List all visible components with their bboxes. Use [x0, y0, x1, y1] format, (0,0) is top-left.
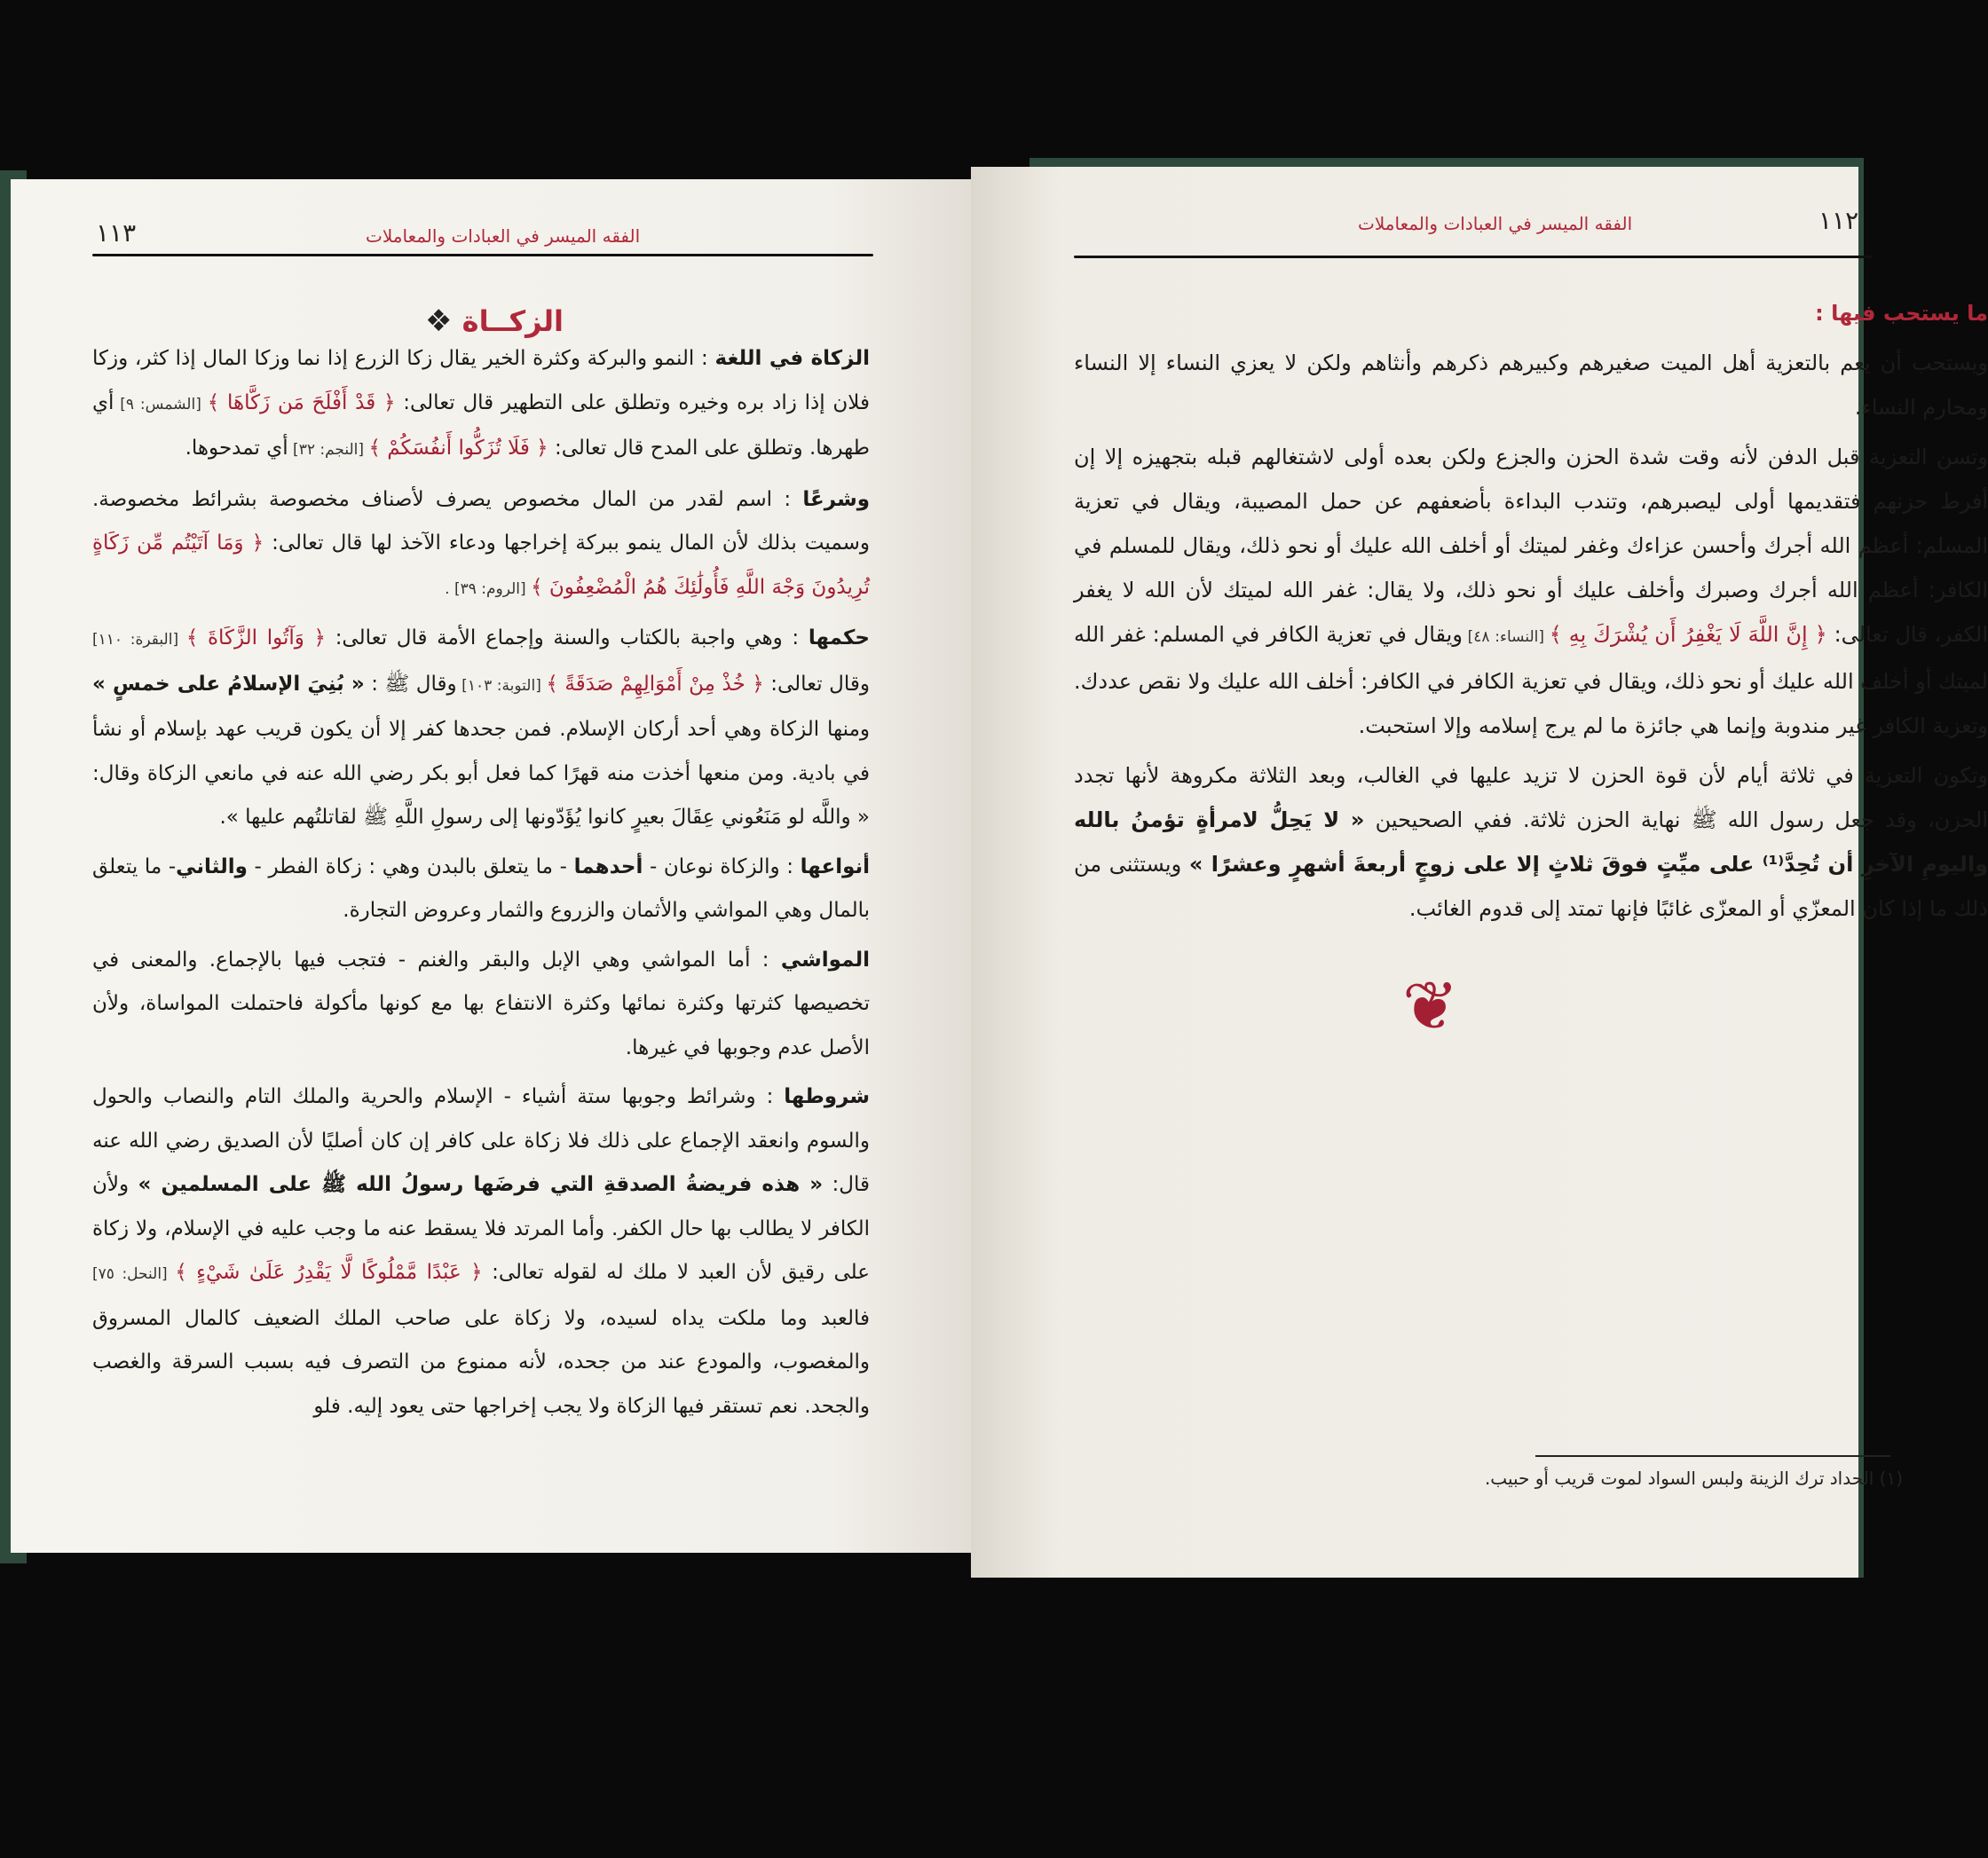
body-text: - ما يتعلق بالمال وهي المواشي والأثمان والزروع والثمار وعروض التجارة. [92, 854, 870, 922]
body-text: ويستثنى من ذلك ما إذا كان المعزّي أو المعزّى غائبًا فإنها تمتد إلى قدوم الغائب. [1074, 852, 1988, 921]
bold-text: حكمها [808, 626, 871, 650]
bold-text: المواشي [780, 948, 870, 972]
bold-text: الزكاة في اللغة [714, 347, 870, 370]
verse-reference: [الشمس: ٩] [114, 395, 208, 413]
header-rule [92, 254, 873, 256]
quran-verse: ﴿ وَمَا آتَيْتُم مِّن زَكَاةٍ تُرِيدُونَ وَجْهَ اللَّهِ فَأُولَٰئِكَ هُمُ الْمُضْعِفُونَ ﴾ [92, 531, 870, 599]
body-text: : وشرائط وجوبها ستة أشياء - الإسلام والحرية والملك التام والنصاب والحول والسوم وانعقد الإجماع على ذلك فلا زكاة على كافر إن كان أصليًا لأن الصديق رضي الله عنه قال: [92, 1085, 870, 1196]
paragraph [92, 1075, 870, 1429]
chapter-title-text: الزكــاة [462, 304, 564, 338]
body-text: : وهي واجبة بالكتاب والسنة وإجماع الأمة قال تعالى: [326, 626, 809, 650]
bold-text: « لا يَحِلُّ لامرأةٍ تؤمنُ بالله واليومِ الآخرِ أن تُحِدَّ⁽¹⁾ على ميِّتٍ فوقَ ثلاثٍ إلا على زوجٍ أربعةَ أشهرٍ وعشرًا » [1074, 807, 1988, 877]
page-number: ١١٣ [96, 218, 137, 248]
paragraph [92, 846, 870, 933]
body-text: أي تمدحوها. [185, 437, 288, 460]
running-header: الفقه الميسر في العبادات والمعاملات [1358, 213, 1633, 234]
right-page-body [1074, 291, 1988, 936]
page-number: ١١٢ [1818, 206, 1859, 235]
bold-text: « هذه فريضةُ الصدقةِ التي فرضَها رسولُ الله ﷺ على المسلمين » [138, 1173, 824, 1196]
body-text: وتسن التعزية قبل الدفن لأنه وقت شدة الحزن والجزع ولكن بعده أولى لاشتغالهم قبله بتجهيزه إلا إن أفرط حزنهم فتقديمها أولى ليصبرهم، وتندب البداءة بأضعفهم عن حمل المصيبة، ويقال في تعزية المسلم: أعظم الله أجرك وأحسن عزاءك وغفر لميتك أو أخلف الله عليك أو نحو ذلك، ويقال للمسلم في الكافر: أعظم الله أجرك وصبرك وأخلف عليك أو نحو ذلك، ولا يقال: غفر الله لميتك لأن الله لا يغفر الكفر، قال تعالى: [1074, 445, 1988, 647]
bold-text: وشرعًا [802, 487, 870, 511]
body-text: : أما المواشي وهي الإبل والبقر والغنم - فتجب فيها بالإجماع. والمعنى في تخصيصها كثرتها وكثرة نمائها وكثرة الانتفاع بها مع كونها مأكولة فاحتملت المواساة، ولأن الأصل عدم وجوبها في غيرها. [92, 948, 870, 1059]
footnote: (١) الحداد ترك الزينة ولبس السواد لموت قريب أو حبيب. [1484, 1468, 1903, 1489]
body-text: - ما يتعلق بالبدن وهي : زكاة الفطر - [247, 854, 574, 878]
bold-text: « بُنِيَ الإسلامُ على خمسٍ » [92, 672, 365, 696]
verse-reference: [النحل: ٧٥] [92, 1265, 176, 1283]
chapter-title [11, 303, 971, 339]
quran-verse: ﴿ وَآتُوا الزَّكَاةَ ﴾ [185, 626, 327, 650]
quran-verse: ﴿ خُذْ مِنْ أَمْوَالِهِمْ صَدَقَةً ﴾ [546, 672, 764, 696]
body-text: ويستحب أن يعم بالتعزية أهل الميت صغيرهم وكبيرهم ذكرهم وأنثاهم ولكن لا يعزي النساء إلا النساء ومحارم النساء. [1074, 350, 1988, 420]
bold-text: شروطها [784, 1085, 870, 1108]
verse-reference: [النجم: ٣٢] [288, 441, 369, 459]
body-text: : النمو والبركة وكثرة الخير يقال زكا الزرع إذا نما وزكا المال إذا كثر، وزكا فلان إذا زاد بره وخيره وتطلق على التطهير قال تعالى: [92, 347, 870, 414]
body-text: وتكون التعزية في ثلاثة أيام لأن قوة الحزن لا تزيد عليها في الغالب، وبعد الثلاثة مكروهة لأنها تجدد الحزن، وقد جعل رسول الله ﷺ نهاية الحزن ثلاثة. ففي الصحيحين [1074, 763, 1988, 832]
body-text: فالعبد وما ملكت يداه لسيده، ولا زكاة على صاحب الملك الضعيف كالمال المسروق والمغصوب، والمودع عند من جحده، لأنه ممنوع من التصرف فيه بسبب السرقة والغصب والجحد. نعم تستقر فيها الزكاة ولا يجب إخراجها حتى يعود إليه. فلو [92, 1306, 870, 1418]
header-rule [1074, 256, 1873, 258]
running-header: الفقه الميسر في العبادات والمعاملات [366, 225, 641, 247]
verse-reference: [البقرة: ١١٠] [92, 631, 186, 649]
left-page [11, 179, 971, 1553]
body-text: ومنها الزكاة وهي أحد أركان الإسلام. فمن جحدها كفر إلا أن يكون قريب عهد بإسلام أو نشأ في بادية. ومن منعها أخذت منه قهرًا كما فعل أبو بكر رضي الله عنه في مانعي الزكاة وقال: « واللَّه لو مَنَعُوني عِقَالَ بعيرٍ كانوا يُؤَدّونها إلى رسولِ اللَّهِ ﷺ لقاتلتُهم عليها ». [92, 718, 870, 829]
paragraph [92, 478, 870, 612]
body-text: : والزكاة نوعان - [643, 854, 801, 878]
bold-text: أنواعها [800, 854, 871, 878]
body-text: وقال ﷺ : [364, 672, 457, 696]
left-page-body [92, 337, 870, 1434]
quran-verse: ﴿ فَلَا تُزَكُّوا أَنفُسَكُمْ ﴾ [368, 437, 548, 460]
ornament-icon: ❖ [425, 303, 453, 339]
verse-reference: [الروم: ٣٩] . [445, 579, 532, 598]
body-text: وقال تعالى: [763, 672, 870, 696]
quran-verse: ﴿ عَبْدًا مَّمْلُوكًا لَّا يَقْدِرُ عَلَىٰ شَيْءٍ ﴾ [175, 1261, 483, 1284]
paragraph [92, 337, 870, 473]
body-text: ولأن الكافر لا يطالب بها حال الكفر. وأما المرتد فلا يسقط عنه ما وجب عليه في الإسلام، ولا زكاة على رقيق لأن العبد لا ملك له لقوله تعالى: [92, 1173, 870, 1284]
bold-text: والثاني [176, 854, 248, 878]
body-text: ويقال في تعزية الكافر في المسلم: غفر الله لميتك أو أخلف الله عليك أو نحو ذلك، ويقال في تعزية الكافر في الكافر: أخلف الله عليك ولا نقص عددك. وتعزية الكافر غير مندوبة وإنما هي جائزة ما لم يرج إسلامه وإلا استحبت. [1074, 622, 1988, 738]
paragraph [1074, 753, 1988, 931]
quran-verse: ﴿ قَدْ أَفْلَحَ مَن زَكَّاهَا ﴾ [207, 390, 396, 414]
footnote-rule [1535, 1455, 1890, 1457]
body-text: : اسم لقدر من المال مخصوص يصرف لأصناف مخصوصة بشرائط مخصوصة. وسميت بذلك لأن المال ينمو ببركة إخراجها ودعاء الآخذ لها قال تعالى: [92, 487, 871, 555]
paragraph [1074, 341, 1988, 429]
bold-text: أحدهما [573, 854, 643, 878]
quran-verse: ﴿ إِنَّ اللَّهَ لَا يَغْفِرُ أَن يُشْرَكَ بِهِ ﴾ [1549, 622, 1827, 647]
paragraph [1074, 435, 1988, 748]
verse-reference: [التوبة: ١٠٣] [456, 676, 547, 695]
right-page [971, 167, 1988, 1578]
section-heading: ما يستحب فيها : [1815, 301, 1988, 326]
verse-reference: [النساء: ٤٨] [1462, 628, 1550, 646]
end-ornament-icon: ❦ [1402, 966, 1459, 1045]
paragraph [92, 617, 870, 840]
body-text: أي طهرها. وتطلق على المدح قال تعالى: [92, 390, 870, 460]
paragraph [92, 939, 870, 1071]
